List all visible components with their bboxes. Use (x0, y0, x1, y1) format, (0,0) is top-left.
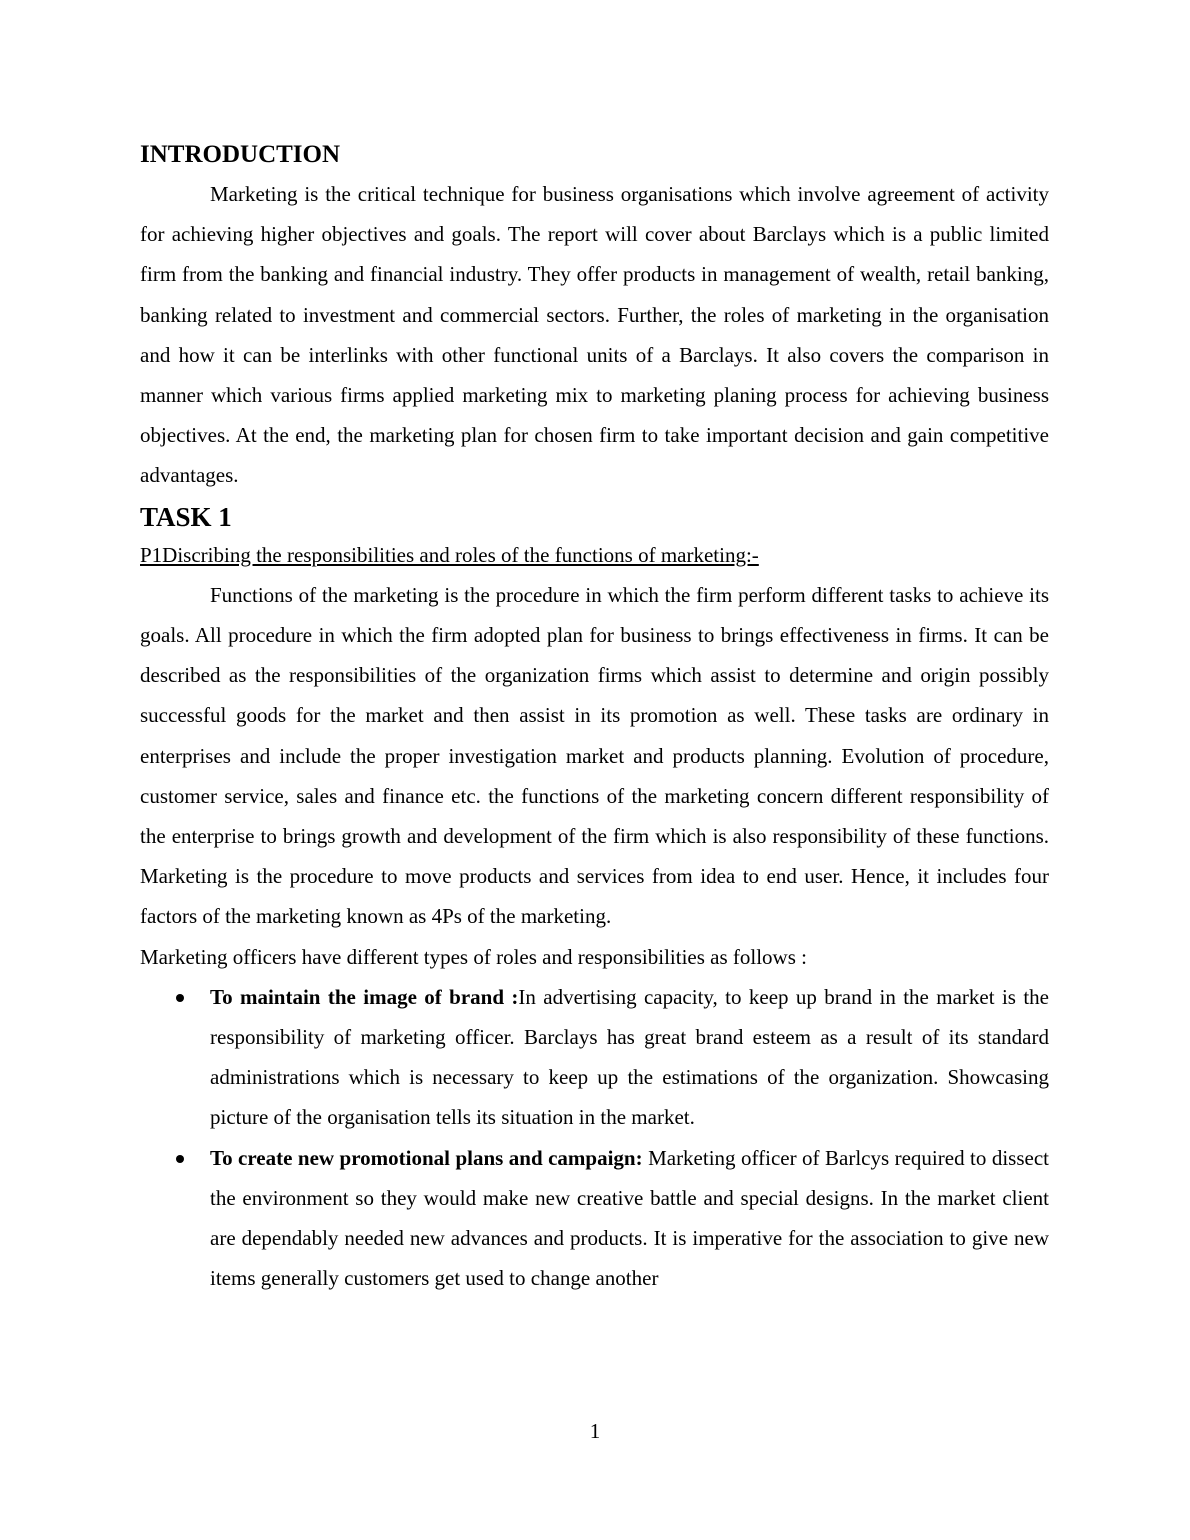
page-number: 1 (589, 1419, 601, 1443)
p1-subheading: P1Discribing the responsibilities and roles of the functions of marketing:- (140, 542, 759, 567)
list-item (140, 1138, 1049, 1299)
introduction-heading: INTRODUCTION (140, 141, 341, 168)
list-item-body: Marketing officer of Barlcys required to dissect the environment so they would make new creative battle and special designs. In the market client are dependably needed new advances and products. It is imperative for the association to give new items generally customers get used to change another (210, 1145, 1049, 1291)
bullet-icon (176, 1155, 184, 1163)
bullet-icon (176, 994, 184, 1002)
list-item-title: To create new promotional plans and campaign: (210, 1145, 643, 1170)
list-item (140, 977, 1049, 1138)
responsibilities-list (140, 977, 1049, 1299)
introduction-paragraph: Marketing is the critical technique for business organisations which involve agreement of activity for achieving higher objectives and goals. The report will cover about Barclays which is a public limited firm from the banking and financial industry. They offer products in management of wealth, retail banking, banking related to investment and commercial sectors. Further, the roles of marketing in the organisation and how it can be interlinks with other functional units of a Barclays. It also covers the comparison in manner which various firms applied marketing mix to marketing planing process for achieving business objectives. At the end, the marketing plan for chosen firm to take important decision and gain competitive advantages. (140, 182, 1049, 488)
list-item-text (210, 1138, 1049, 1299)
list-item-body: In advertising capacity, to keep up brand in the market is the responsibility of marketing officer. Barclays has great brand esteem as a result of its standard administrations which is necessary to keep up the estimations of the organization. Showcasing picture of the organisation tells its situation in the market. (210, 984, 1049, 1130)
list-item-title: To maintain the image of brand : (210, 984, 519, 1009)
list-item-text (210, 977, 1049, 1138)
page-content (140, 138, 1049, 1298)
functions-paragraph: Functions of the marketing is the procedure in which the firm perform different tasks to achieve its goals. All procedure in which the firm adopted plan for business to brings effectiveness in firms. It can be described as the responsibilities of the organization firms which assist to determine and origin possibly successful goods for the market and then assist in its promotion as well. These tasks are ordinary in enterprises and include the proper investigation market and products planning. Evolution of procedure, customer service, sales and finance etc. the functions of the marketing concern different responsibility of the enterprise to brings growth and development of the firm which is also responsibility of these functions. Marketing is the procedure to move products and services from idea to end user. Hence, it includes four factors of the marketing known as 4Ps of the marketing. (140, 582, 1049, 929)
roles-intro-line: Marketing officers have different types of roles and responsibilities as follows : (140, 944, 807, 969)
task-1-heading: TASK 1 (140, 501, 232, 532)
